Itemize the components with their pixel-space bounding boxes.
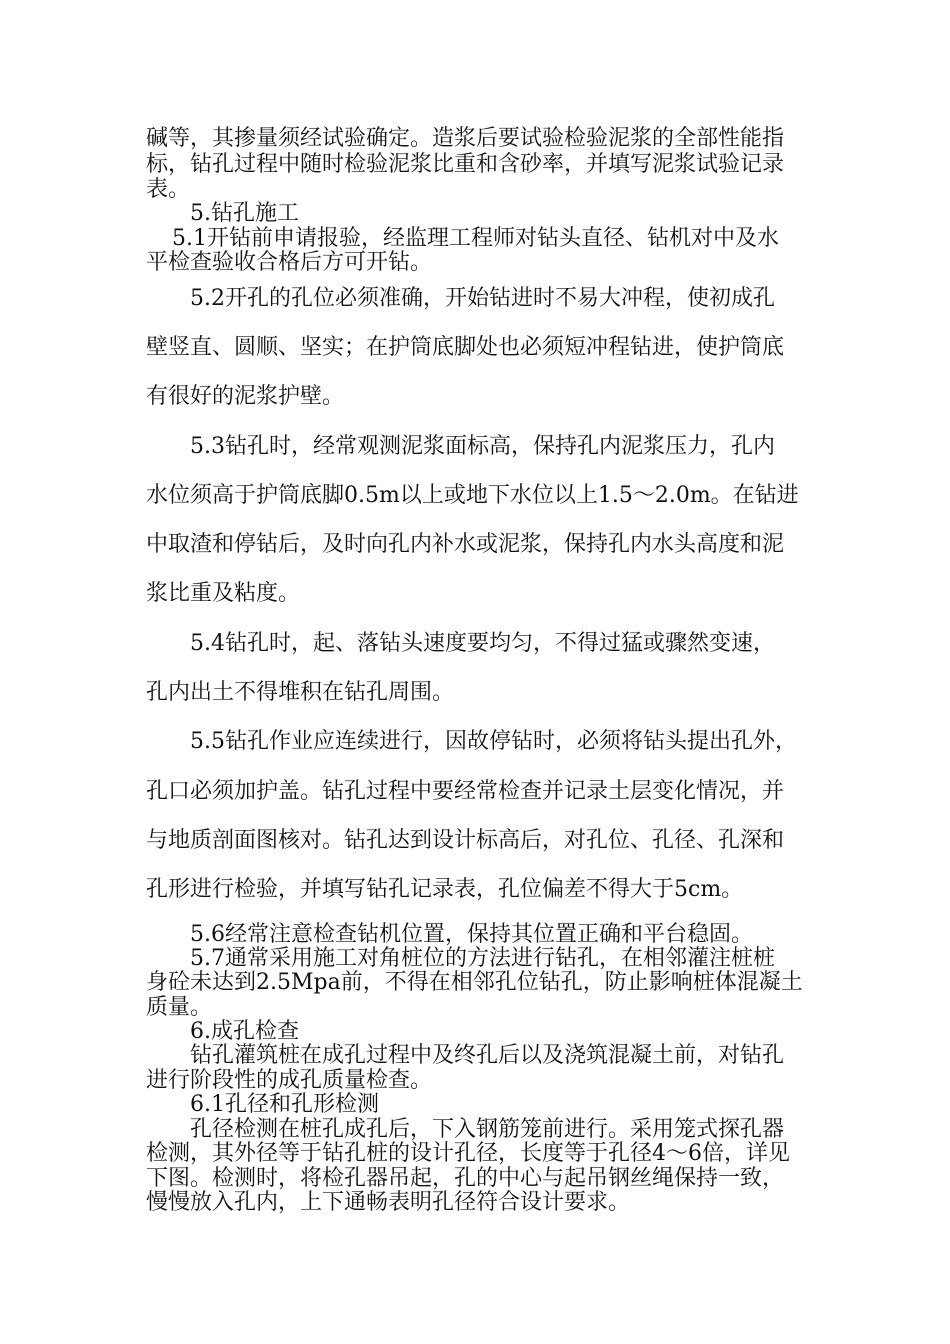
- text-line: 质量。: [146, 995, 213, 1020]
- text-line: 孔口必须加护盖。钻孔过程中要经常检查并记录土层变化情况，并: [146, 779, 785, 804]
- text-line: 下图。检测时，将检孔器吊起，孔的中心与起吊钢丝绳保持一致，: [146, 1166, 785, 1191]
- text-line: 表。: [146, 177, 191, 202]
- text-line: 与地质剖面图核对。钻孔达到设计标高后，对孔位、孔径、孔深和: [146, 828, 785, 853]
- text-line: 碱等，其掺量须经试验确定。造浆后要试验检验泥浆的全部性能指: [146, 126, 785, 151]
- section-heading: 6.成孔检查: [190, 1019, 299, 1044]
- text-line: 孔径检测在桩孔成孔后，下入钢筋笼前进行。采用笼式探孔器: [190, 1117, 785, 1142]
- section-heading: 5.钻孔施工: [190, 201, 299, 226]
- text-line: 标，钻孔过程中随时检验泥浆比重和含砂率，并填写泥浆试验记录: [146, 152, 785, 177]
- text-line: 身砼未达到2.5Mpa前，不得在相邻孔位钻孔，防止影响桩体混凝土: [146, 970, 803, 995]
- text-line: 平检查验收合格后方可开钻。: [146, 250, 433, 275]
- text-line: 壁竖直、圆顺、坚实；在护筒底脚处也必须短冲程钻进，使护筒底: [146, 335, 785, 360]
- text-line: 有很好的泥浆护壁。: [146, 384, 345, 409]
- text-line: 慢慢放入孔内，上下通畅表明孔径符合设计要求。: [146, 1190, 631, 1215]
- text-line: 孔内出土不得堆积在钻孔周围。: [146, 680, 455, 705]
- text-line: 钻孔灌筑桩在成孔过程中及终孔后以及浇筑混凝土前，对钻孔: [190, 1043, 785, 1068]
- text-line: 中取渣和停钻后，及时向孔内补水或泥浆，保持孔内水头高度和泥: [146, 532, 785, 557]
- text-line: 孔形进行检验，并填写钻孔记录表，孔位偏差不得大于5cm。: [146, 877, 744, 902]
- text-line: 5.2开孔的孔位必须准确，开始钻进时不易大冲程，使初成孔: [190, 286, 775, 311]
- text-line: 5.4钻孔时，起、落钻头速度要均匀，不得过猛或骤然变速，: [190, 631, 775, 656]
- text-line: 5.1开钻前申请报验，经监理工程师对钻头直径、钻机对中及水: [172, 226, 779, 251]
- text-line: 5.6经常注意检查钻机位置，保持其位置正确和平台稳固。: [190, 922, 753, 947]
- section-heading: 6.1孔径和孔形检测: [190, 1092, 379, 1117]
- text-line: 浆比重及粘度。: [146, 581, 301, 606]
- text-line: 检测，其外径等于钻孔桩的设计孔径，长度等于孔径4～6倍，详见: [146, 1141, 790, 1166]
- text-line: 进行阶段性的成孔质量检查。: [146, 1068, 433, 1093]
- text-line: 5.5钻孔作业应连续进行，因故停钻时，必须将钻头提出孔外，: [190, 729, 797, 754]
- text-line: 5.3钻孔时，经常观测泥浆面标高，保持孔内泥浆压力，孔内: [190, 434, 775, 459]
- text-line: 水位须高于护筒底脚0.5m以上或地下水位以上1.5～2.0m。在钻进: [146, 483, 799, 508]
- text-line: 5.7通常采用施工对角桩位的方法进行钻孔，在相邻灌注桩桩: [190, 946, 775, 971]
